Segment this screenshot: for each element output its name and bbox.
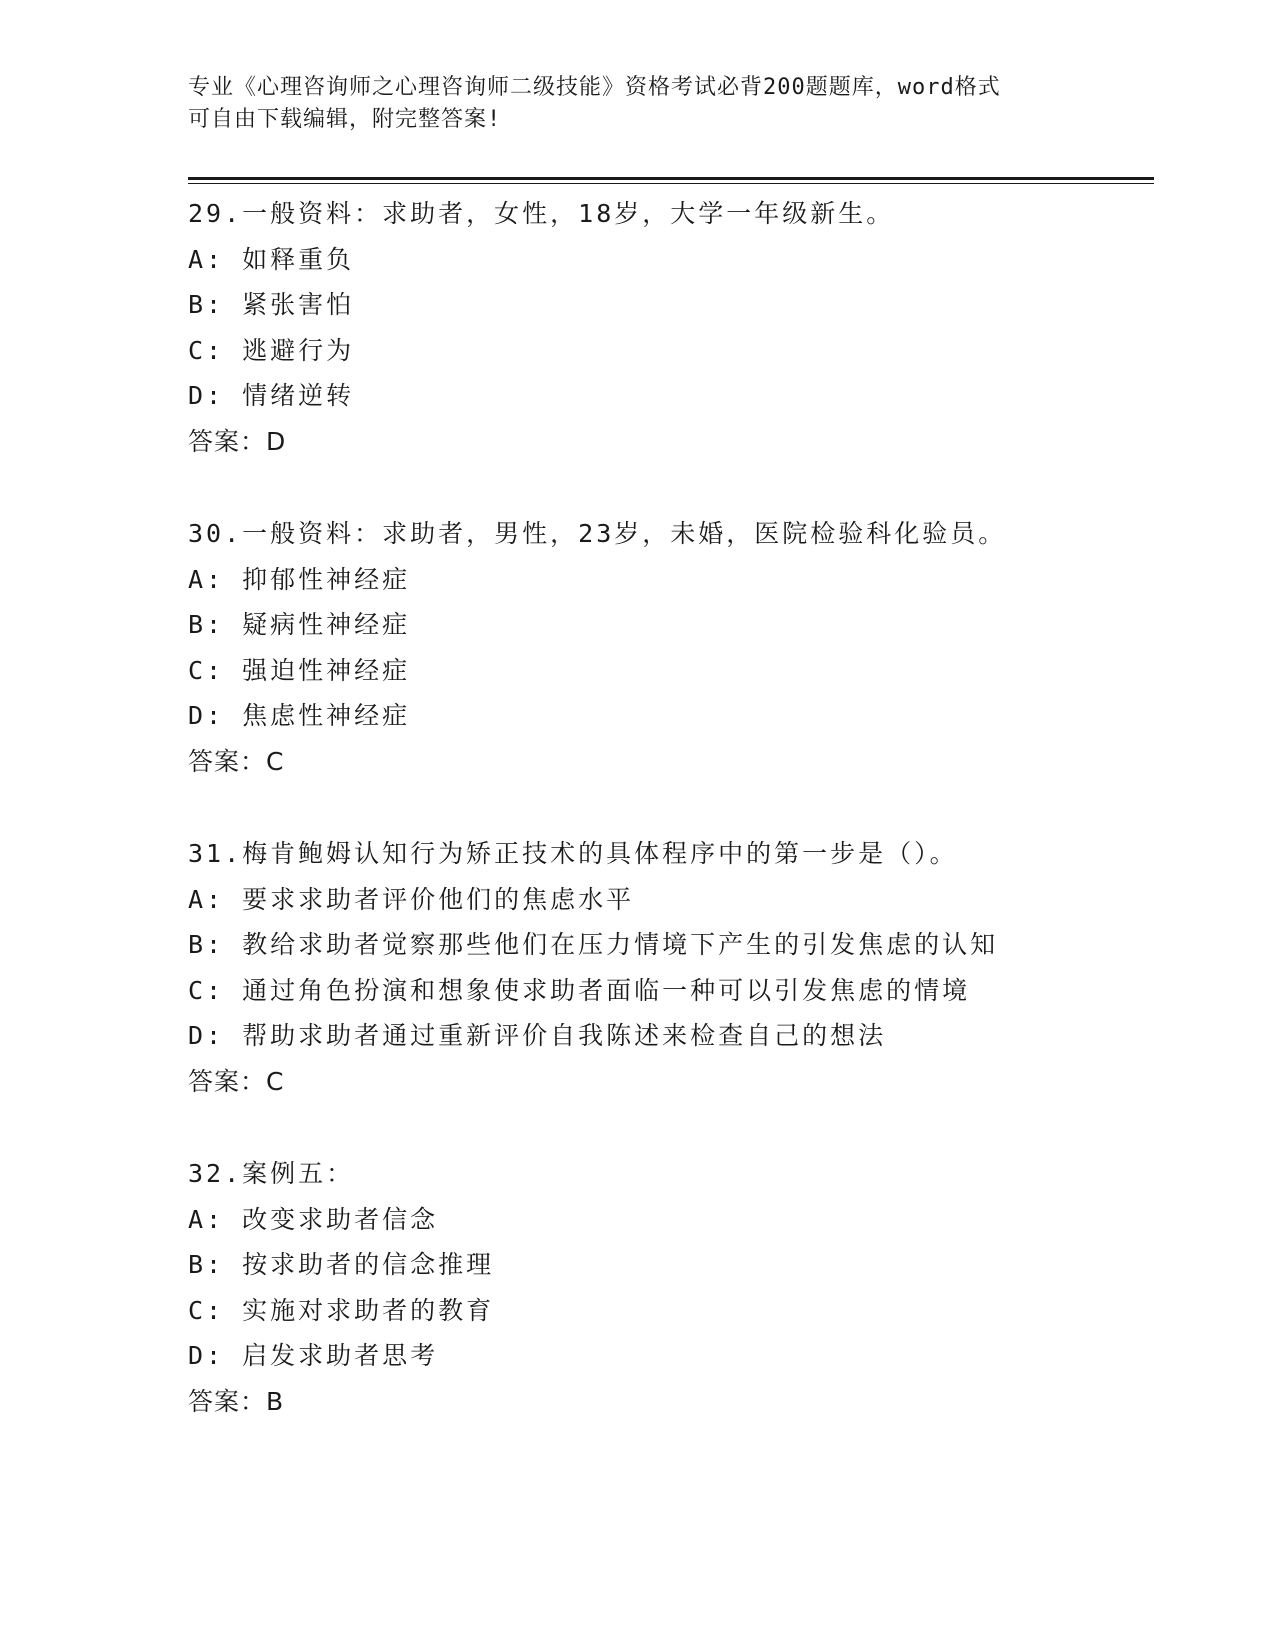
question-32	[188, 1151, 1168, 1471]
option-c: C: 强迫性神经症	[188, 655, 411, 685]
option-d: D: 帮助求助者通过重新评价自我陈述来检查自己的想法	[188, 1021, 887, 1050]
option-a: A: 改变求助者信念	[188, 1204, 439, 1234]
header-divider-thick	[188, 177, 1154, 180]
option-d: D: 启发求助者思考	[188, 1341, 439, 1370]
question-31	[188, 831, 1168, 1151]
option-b: B: 按求助者的信念推理	[188, 1250, 495, 1279]
option-b: B: 紧张害怕	[188, 290, 355, 319]
header-line-1: 专业《心理咨询师之心理咨询师二级技能》资格考试必背200题题库，word格式	[188, 75, 1001, 100]
option-a: A: 抑郁性神经症	[188, 564, 411, 594]
header-line-2: 可自由下载编辑，附完整答案!	[188, 107, 502, 132]
question-stem: 32.案例五：	[188, 1159, 355, 1188]
option-b: B: 疑病性神经症	[188, 610, 411, 639]
question-stem: 30.一般资料：求助者，男性，23岁，未婚，医院检验科化验员。	[188, 519, 1007, 548]
question-29	[188, 191, 1168, 511]
option-c: C: 逃避行为	[188, 335, 355, 365]
answer-label: 答案：B	[188, 1386, 285, 1416]
answer-label: 答案：C	[188, 1066, 285, 1096]
answer-label: 答案：C	[188, 746, 285, 776]
option-c: C: 实施对求助者的教育	[188, 1295, 495, 1325]
option-a: A: 要求求助者评价他们的焦虑水平	[188, 884, 635, 914]
answer-label: 答案：D	[188, 426, 287, 456]
document-header	[188, 72, 1088, 136]
option-d: D: 焦虑性神经症	[188, 701, 411, 730]
question-stem: 29.一般资料：求助者，女性，18岁，大学一年级新生。	[188, 199, 895, 228]
option-c: C: 通过角色扮演和想象使求助者面临一种可以引发焦虑的情境	[188, 975, 971, 1005]
option-d: D: 情绪逆转	[188, 381, 355, 410]
header-divider-thin	[188, 183, 1154, 184]
option-a: A: 如释重负	[188, 244, 355, 274]
option-b: B: 教给求助者觉察那些他们在压力情境下产生的引发焦虑的认知	[188, 930, 999, 959]
question-30	[188, 511, 1168, 831]
question-list	[188, 191, 1168, 1471]
question-stem: 31.梅肯鲍姆认知行为矫正技术的具体程序中的第一步是（）。	[188, 839, 958, 868]
